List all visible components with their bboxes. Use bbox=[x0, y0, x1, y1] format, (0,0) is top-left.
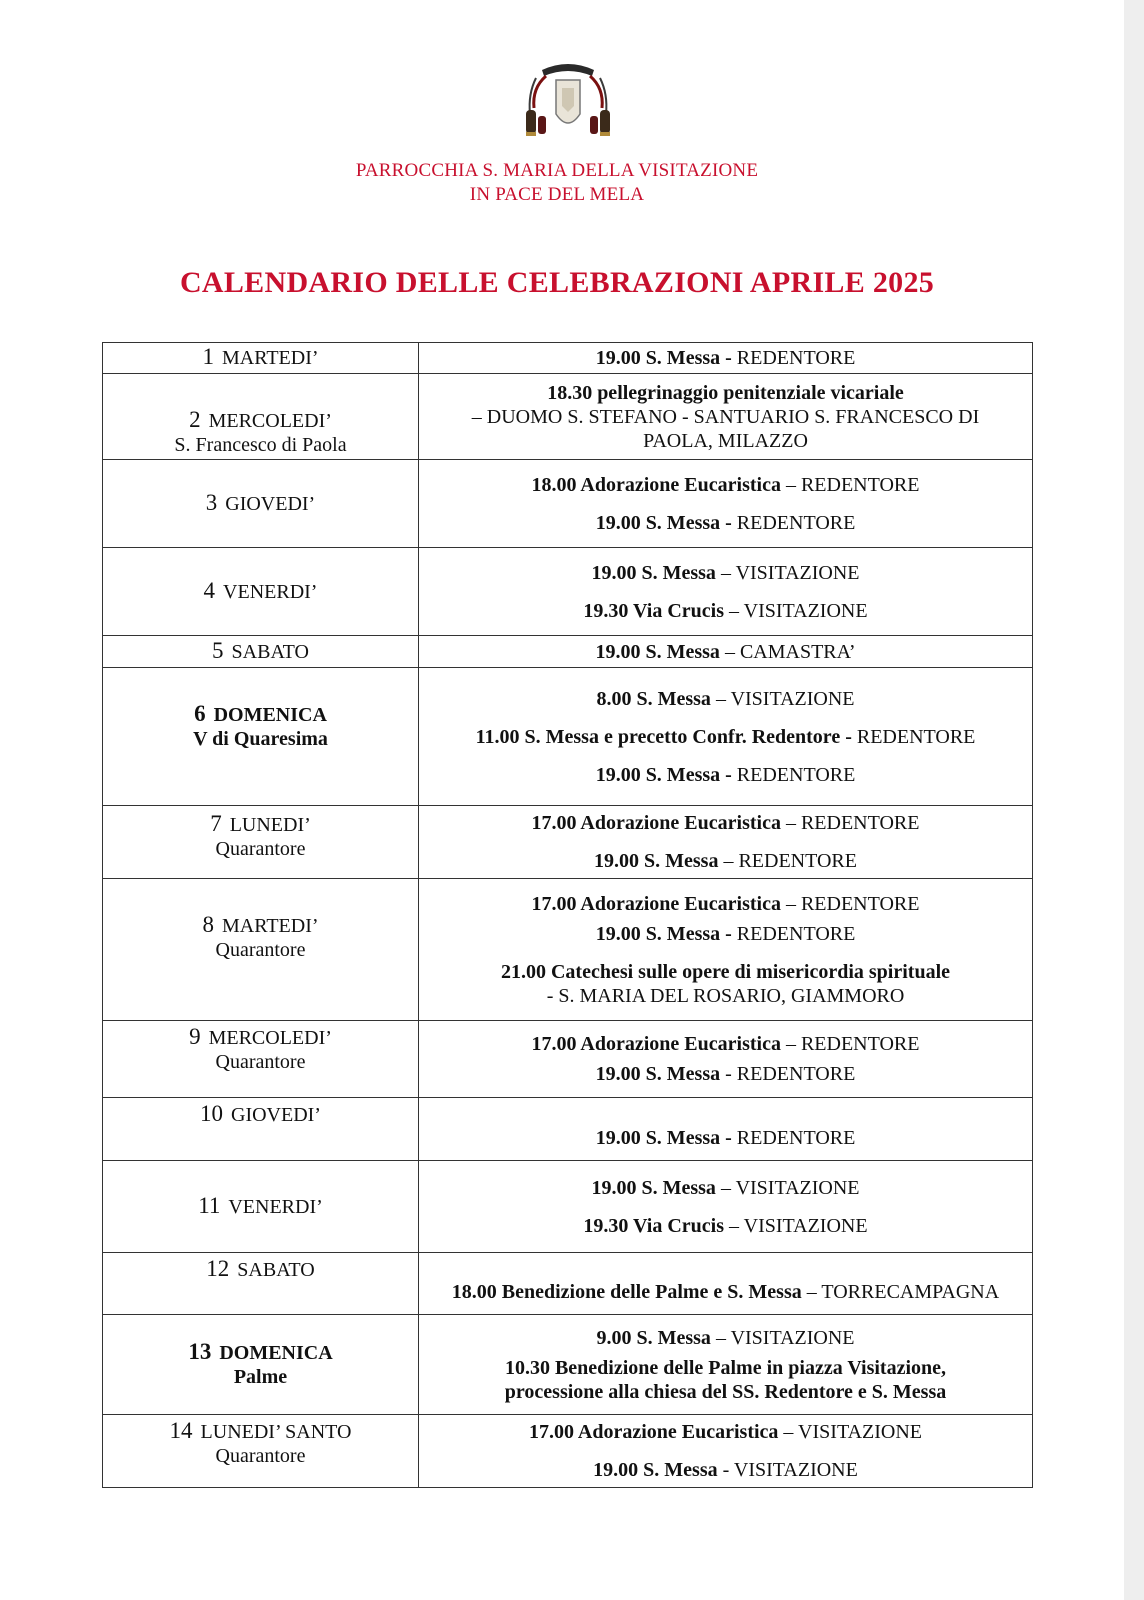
event-line: 19.00 S. Messa – REDENTORE bbox=[594, 850, 857, 872]
day-number: 12 bbox=[206, 1256, 230, 1281]
weekday: MARTEDI’ bbox=[221, 915, 319, 937]
event-line: 18.00 Adorazione Eucaristica – REDENTORE bbox=[531, 473, 920, 496]
weekday: MERCOLEDI’ bbox=[208, 1027, 332, 1049]
calendar-row-3 bbox=[103, 460, 1033, 548]
event-line: 19.30 Via Crucis – VISITAZIONE bbox=[583, 599, 868, 622]
day-number: 13 bbox=[188, 1339, 212, 1364]
event-line: 10.30 Benedizione delle Palme in piazza Visitazione, bbox=[504, 1356, 947, 1379]
weekday: GIOVEDI’ bbox=[231, 1104, 321, 1126]
day-number: 3 bbox=[205, 490, 218, 515]
event-line: processione alla chiesa del SS. Redentore e S. Messa bbox=[504, 1380, 947, 1403]
event-line: 19.00 S. Messa - REDENTORE bbox=[595, 1063, 856, 1085]
weekday: LUNEDI’ SANTO bbox=[200, 1421, 352, 1443]
day-number: 6 bbox=[194, 701, 206, 726]
weekday: 13 DOMENICA bbox=[188, 1339, 333, 1364]
calendar-row-10 bbox=[103, 1098, 1033, 1161]
events-cell bbox=[419, 806, 1033, 879]
day-cell bbox=[103, 374, 419, 460]
day-number: 10 bbox=[200, 1101, 223, 1126]
events-cell bbox=[419, 668, 1033, 806]
day-cell bbox=[103, 806, 419, 879]
day-note: Quarantore bbox=[215, 838, 306, 860]
calendar-row-2 bbox=[103, 374, 1033, 460]
day-note: Quarantore bbox=[215, 1051, 306, 1073]
calendar-row-11 bbox=[103, 1161, 1033, 1253]
events-cell bbox=[419, 548, 1033, 636]
calendar-row-7 bbox=[103, 806, 1033, 879]
calendar-row-6 bbox=[103, 668, 1033, 806]
events-cell bbox=[419, 1161, 1033, 1253]
page-title: CALENDARIO DELLE CELEBRAZIONI APRILE 2025 bbox=[179, 266, 935, 299]
events-cell bbox=[419, 460, 1033, 548]
calendar-row-1 bbox=[103, 343, 1033, 374]
event-line: 19.00 S. Messa - REDENTORE bbox=[595, 511, 856, 534]
event-line: 9.00 S. Messa – VISITAZIONE bbox=[596, 1326, 855, 1349]
events-cell bbox=[419, 1315, 1033, 1415]
event-line: - S. MARIA DEL ROSARIO, GIAMMORO bbox=[546, 984, 905, 1007]
event-line: 8.00 S. Messa – VISITAZIONE bbox=[596, 687, 855, 710]
event-line: 17.00 Adorazione Eucaristica – VISITAZIONE bbox=[528, 1421, 922, 1443]
event-line: 17.00 Adorazione Eucaristica – REDENTORE bbox=[531, 812, 920, 834]
day-number: 2 bbox=[189, 407, 201, 432]
parish-name: PARROCCHIA S. MARIA DELLA VISITAZIONE bbox=[355, 160, 759, 181]
weekday: MARTEDI’ bbox=[221, 347, 319, 369]
weekday: SABATO bbox=[231, 641, 309, 663]
events-cell bbox=[419, 1253, 1033, 1315]
day-cell bbox=[103, 1021, 419, 1098]
event-line: 17.00 Adorazione Eucaristica – REDENTORE bbox=[531, 892, 920, 915]
day-note: Quarantore bbox=[215, 939, 306, 961]
day-cell bbox=[103, 460, 419, 548]
day-cell bbox=[103, 1415, 419, 1488]
calendar-row-14 bbox=[103, 1415, 1033, 1488]
day-number: 11 bbox=[198, 1193, 221, 1218]
weekday: GIOVEDI’ bbox=[225, 493, 316, 515]
coat-of-arms-icon bbox=[522, 58, 614, 146]
event-line: – DUOMO S. STEFANO - SANTUARIO S. FRANCESCO DI PAOLA, MILAZZO bbox=[471, 405, 980, 452]
day-note: V di Quaresima bbox=[193, 728, 328, 750]
day-cell bbox=[103, 1098, 419, 1161]
day-cell bbox=[103, 1253, 419, 1315]
event-line: 19.00 S. Messa - REDENTORE bbox=[595, 763, 856, 786]
day-number: 7 bbox=[210, 811, 222, 836]
weekday: MERCOLEDI’ bbox=[208, 410, 332, 432]
event-line: 19.30 Via Crucis – VISITAZIONE bbox=[583, 1214, 868, 1237]
event-line: 17.00 Adorazione Eucaristica – REDENTORE bbox=[531, 1033, 920, 1055]
day-cell bbox=[103, 879, 419, 1021]
event-line: 19.00 S. Messa - REDENTORE bbox=[595, 347, 856, 369]
event-line: 19.00 S. Messa - VISITAZIONE bbox=[593, 1459, 858, 1481]
day-number: 1 bbox=[202, 344, 214, 369]
day-cell bbox=[103, 1315, 419, 1415]
weekday: LUNEDI’ bbox=[229, 814, 311, 836]
events-cell bbox=[419, 879, 1033, 1021]
event-line: 19.00 S. Messa - REDENTORE bbox=[595, 922, 856, 945]
day-note: S. Francesco di Paola bbox=[174, 434, 347, 456]
weekday: 6 DOMENICA bbox=[194, 701, 327, 726]
calendar-row-9 bbox=[103, 1021, 1033, 1098]
parish-location: IN PACE DEL MELA bbox=[469, 184, 645, 205]
day-number: 14 bbox=[169, 1418, 193, 1443]
calendar-row-12 bbox=[103, 1253, 1033, 1315]
day-number: 4 bbox=[203, 578, 216, 603]
event-line: 18.30 pellegrinaggio penitenziale vicariale bbox=[547, 381, 904, 404]
day-number: 5 bbox=[212, 638, 224, 663]
events-cell bbox=[419, 1098, 1033, 1161]
event-line: 21.00 Catechesi sulle opere di misericordia spirituale bbox=[500, 960, 951, 983]
event-line: 11.00 S. Messa e precetto Confr. Redentore - REDENTORE bbox=[475, 725, 976, 748]
event-line: 19.00 S. Messa - REDENTORE bbox=[595, 1127, 856, 1149]
event-line: 19.00 S. Messa – VISITAZIONE bbox=[591, 561, 860, 584]
day-cell bbox=[103, 548, 419, 636]
events-cell bbox=[419, 1415, 1033, 1488]
events-cell bbox=[419, 343, 1033, 374]
calendar-row-8 bbox=[103, 879, 1033, 1021]
day-note: Palme bbox=[233, 1366, 288, 1388]
day-cell bbox=[103, 1161, 419, 1253]
day-cell bbox=[103, 636, 419, 668]
calendar-row-5 bbox=[103, 636, 1033, 668]
day-number: 8 bbox=[202, 912, 214, 937]
day-cell bbox=[103, 343, 419, 374]
weekday: VENERDI’ bbox=[228, 1196, 323, 1218]
event-line: 19.00 S. Messa – VISITAZIONE bbox=[591, 1176, 860, 1199]
events-cell bbox=[419, 374, 1033, 460]
events-cell bbox=[419, 636, 1033, 668]
weekday: SABATO bbox=[237, 1259, 315, 1281]
day-cell bbox=[103, 668, 419, 806]
celebrations-calendar-table bbox=[102, 342, 1033, 1488]
page-edge bbox=[1124, 0, 1144, 1600]
weekday: VENERDI’ bbox=[223, 581, 318, 603]
day-note: Quarantore bbox=[215, 1445, 306, 1467]
calendar-row-4 bbox=[103, 548, 1033, 636]
calendar-row-13 bbox=[103, 1315, 1033, 1415]
day-number: 9 bbox=[189, 1024, 201, 1049]
event-line: 19.00 S. Messa – CAMASTRA’ bbox=[595, 640, 856, 663]
events-cell bbox=[419, 1021, 1033, 1098]
event-line: 18.00 Benedizione delle Palme e S. Messa – TORRECAMPAGNA bbox=[451, 1281, 1000, 1303]
